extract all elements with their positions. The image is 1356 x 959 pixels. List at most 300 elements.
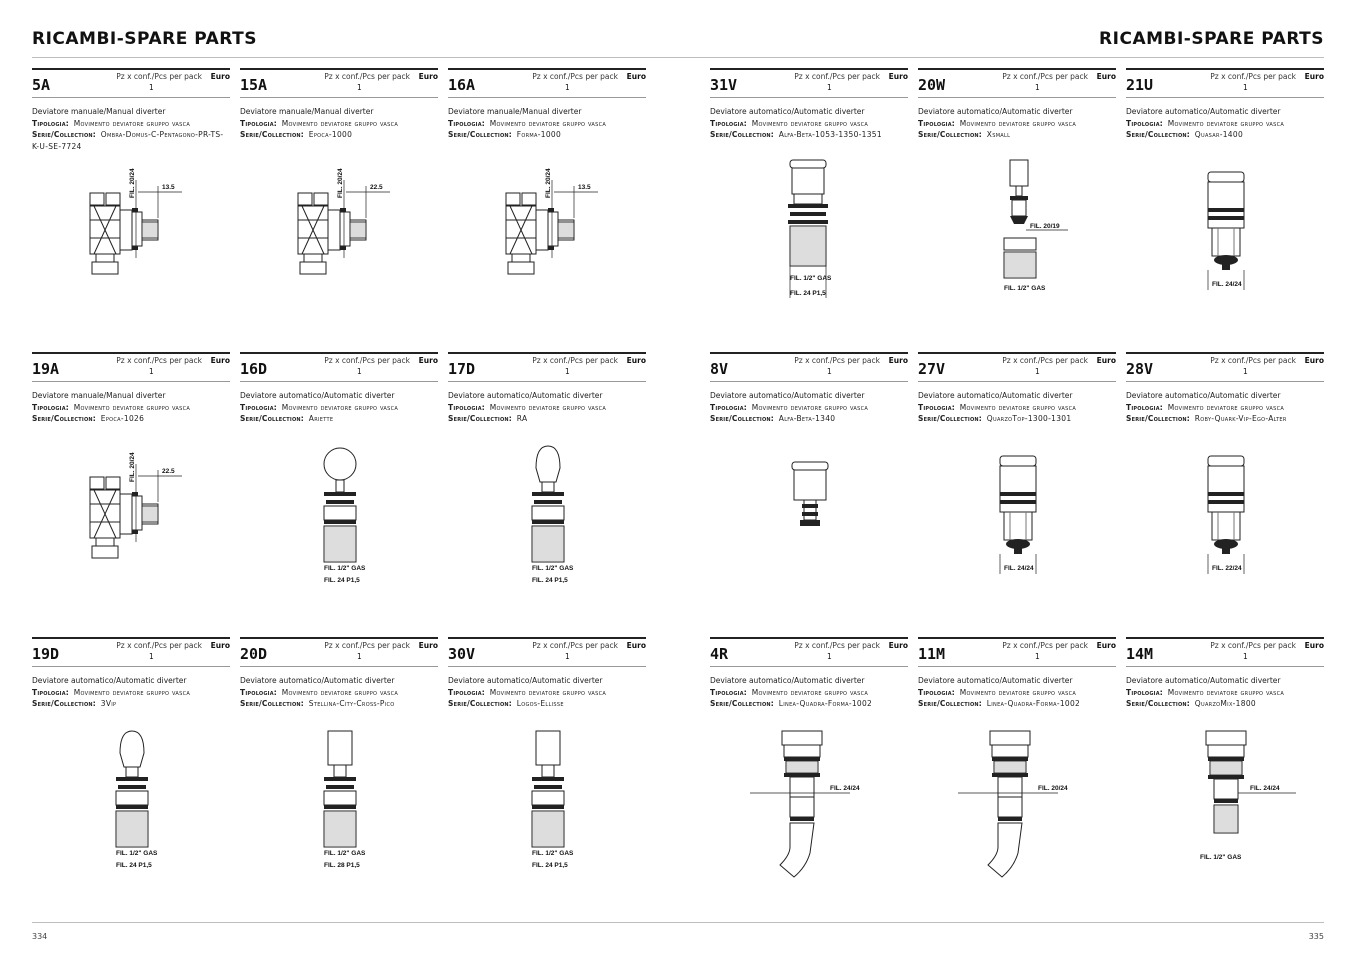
bulb-diverter-drawing: [32, 727, 230, 907]
serie-value: Forma-1000: [516, 130, 562, 139]
page-number-left: 334: [32, 932, 48, 941]
svg-text:FIL. 22/24: FIL. 22/24: [1212, 565, 1242, 572]
card-rule: [1126, 637, 1324, 639]
pcs-per-pack-label: Pz x conf./Pcs per pack: [324, 641, 410, 650]
serie-value: Logos-Ellisse: [516, 699, 564, 708]
serie-value: Xsmall: [986, 130, 1011, 139]
euro-label: Euro: [210, 72, 230, 81]
product-type: Deviatore automatico/Automatic diverter: [918, 391, 1073, 400]
product-type: Deviatore manuale/Manual diverter: [240, 107, 374, 116]
serie-label: Serie/Collection:: [240, 699, 304, 708]
card-rule: [32, 637, 230, 639]
pcs-per-pack-label: Pz x conf./Pcs per pack: [324, 72, 410, 81]
cartridge-diverter-drawing: [1126, 442, 1324, 622]
serie-label: Serie/Collection:: [32, 414, 96, 423]
euro-label: Euro: [626, 72, 646, 81]
product-code: 30V: [448, 645, 476, 663]
manual-diverter-drawing: [448, 158, 646, 338]
card-divider: [240, 381, 438, 382]
tipologia-label: Tipologia:: [448, 118, 485, 128]
product-type: Deviatore automatico/Automatic diverter: [1126, 676, 1281, 685]
euro-label: Euro: [888, 72, 908, 81]
manual-diverter-drawing: [32, 442, 230, 622]
product-description: [448, 390, 646, 425]
serie-value: Alfa-Beta-1340: [778, 414, 836, 423]
cartridge-diverter-drawing: [1126, 158, 1324, 338]
angled-diverter-drawing: [918, 727, 1116, 907]
tipologia-value: Movimento deviatore gruppo vasca: [751, 118, 869, 128]
tipologia-value: Movimento deviatore gruppo vasca: [959, 118, 1077, 128]
serie-value: Ariette: [308, 414, 334, 423]
euro-label: Euro: [1096, 356, 1116, 365]
card-rule: [448, 68, 646, 70]
card-rule: [32, 352, 230, 354]
product-type: Deviatore automatico/Automatic diverter: [918, 676, 1073, 685]
product-card: [32, 637, 230, 917]
serie-value: Epoca-1000: [308, 130, 353, 139]
product-card: [448, 352, 646, 632]
product-type: Deviatore automatico/Automatic diverter: [710, 391, 865, 400]
product-type: Deviatore automatico/Automatic diverter: [710, 676, 865, 685]
card-divider: [1126, 666, 1324, 667]
tipologia-label: Tipologia:: [240, 687, 277, 697]
product-code: 31V: [710, 76, 738, 94]
euro-label: Euro: [418, 72, 438, 81]
tipologia-value: Movimento deviatore gruppo vasca: [281, 402, 399, 412]
card-divider: [32, 381, 230, 382]
product-code: 16A: [448, 76, 476, 94]
card-rule: [1126, 68, 1324, 70]
card-rule: [448, 637, 646, 639]
tipologia-value: Movimento deviatore gruppo vasca: [73, 118, 191, 128]
pcs-per-pack-label: Pz x conf./Pcs per pack: [116, 72, 202, 81]
card-rule: [240, 352, 438, 354]
product-card: [448, 637, 646, 917]
angled-diverter-drawing: [710, 727, 908, 907]
product-description: [1126, 106, 1324, 141]
stem-diverter-drawing: [918, 158, 1116, 338]
serie-value: Linea-Quadra-Forma-1002: [986, 699, 1081, 708]
tipologia-value: Movimento deviatore gruppo vasca: [73, 687, 191, 697]
pcs-per-pack-label: Pz x conf./Pcs per pack: [1002, 641, 1088, 650]
serie-value: Ombra-Domus-C-Pentagono-PR-TS-K-U-SE-7724: [32, 130, 224, 151]
manual-diverter-drawing: [448, 158, 646, 338]
svg-text:FIL. 1/2" GAS: FIL. 1/2" GAS: [532, 565, 574, 572]
serie-label: Serie/Collection:: [32, 699, 96, 708]
serie-label: Serie/Collection:: [918, 699, 982, 708]
product-description: [32, 106, 230, 152]
svg-text:FIL. 24 P1,5: FIL. 24 P1,5: [324, 577, 360, 584]
card-rule: [1126, 352, 1324, 354]
tipologia-value: Movimento deviatore gruppo vasca: [1167, 402, 1285, 412]
card-rule: [918, 68, 1116, 70]
card-divider: [710, 97, 908, 98]
manual-diverter-drawing: [240, 158, 438, 338]
product-code: 20D: [240, 645, 268, 663]
card-divider: [918, 97, 1116, 98]
serie-label: Serie/Collection:: [710, 699, 774, 708]
euro-label: Euro: [210, 641, 230, 650]
footer-rule: [32, 922, 1324, 923]
bulb-diverter-drawing: [448, 442, 646, 622]
product-card: [32, 352, 230, 632]
product-description: [448, 675, 646, 710]
product-type: Deviatore automatico/Automatic diverter: [448, 676, 603, 685]
product-code: 19D: [32, 645, 60, 663]
tipologia-label: Tipologia:: [710, 402, 747, 412]
svg-text:FIL. 28 P1,5: FIL. 28 P1,5: [324, 862, 360, 869]
tipologia-label: Tipologia:: [1126, 687, 1163, 697]
card-divider: [32, 666, 230, 667]
svg-text:FIL. 24/24: FIL. 24/24: [1250, 785, 1280, 792]
tipologia-value: Movimento deviatore gruppo vasca: [489, 402, 607, 412]
bulb-diverter-drawing: [32, 727, 230, 907]
product-code: 17D: [448, 360, 476, 378]
card-divider: [448, 666, 646, 667]
cartridge-diverter-drawing: [1126, 158, 1324, 338]
rod-diverter-drawing: [448, 727, 646, 907]
svg-text:FIL. 24 P1,5: FIL. 24 P1,5: [532, 862, 568, 869]
product-card: [1126, 68, 1324, 348]
manual-diverter-drawing: [240, 158, 438, 338]
product-type: Deviatore automatico/Automatic diverter: [32, 676, 187, 685]
serie-value: QuarzoTop-1300-1301: [986, 414, 1072, 423]
svg-text:FIL. 1/2" GAS: FIL. 1/2" GAS: [116, 850, 158, 857]
product-card: [1126, 637, 1324, 917]
product-code: 27V: [918, 360, 946, 378]
pcs-per-pack-value: 1: [1035, 367, 1040, 376]
stem-diverter-drawing: [918, 158, 1116, 338]
product-code: 5A: [32, 76, 51, 94]
svg-text:FIL. 20/24: FIL. 20/24: [129, 168, 136, 198]
page-title-left: RICAMBI-SPARE PARTS: [32, 29, 257, 49]
product-description: [1126, 390, 1324, 425]
tipologia-label: Tipologia:: [448, 402, 485, 412]
tipologia-value: Movimento deviatore gruppo vasca: [1167, 687, 1285, 697]
bulb-diverter-drawing: [448, 442, 646, 622]
euro-label: Euro: [888, 356, 908, 365]
pcs-per-pack-label: Pz x conf./Pcs per pack: [116, 356, 202, 365]
serie-value: Alfa-Beta-1053-1350-1351: [778, 130, 882, 139]
product-code: 8V: [710, 360, 729, 378]
card-rule: [240, 68, 438, 70]
euro-label: Euro: [1304, 641, 1324, 650]
product-type: Deviatore automatico/Automatic diverter: [918, 107, 1073, 116]
tipologia-label: Tipologia:: [448, 687, 485, 697]
ball-diverter-drawing: [240, 442, 438, 622]
serie-label: Serie/Collection:: [1126, 414, 1190, 423]
pcs-per-pack-value: 1: [1243, 83, 1248, 92]
pcs-per-pack-value: 1: [1035, 652, 1040, 661]
product-description: [710, 675, 908, 710]
tipologia-label: Tipologia:: [918, 118, 955, 128]
card-rule: [710, 68, 908, 70]
svg-text:FIL. 20/24: FIL. 20/24: [545, 168, 552, 198]
product-card: [240, 637, 438, 917]
product-card: [32, 68, 230, 348]
euro-label: Euro: [418, 641, 438, 650]
serie-value: Roby-Quark-Vip-Ego-Alter: [1194, 414, 1287, 423]
euro-label: Euro: [626, 356, 646, 365]
tipologia-label: Tipologia:: [1126, 118, 1163, 128]
pcs-per-pack-label: Pz x conf./Pcs per pack: [1210, 72, 1296, 81]
cap-diverter-drawing: [710, 158, 908, 338]
short-cap-diverter-drawing: [710, 442, 908, 622]
cartridge-diverter-drawing: [1126, 442, 1324, 622]
card-rule: [32, 68, 230, 70]
serie-value: Epoca-1026: [100, 414, 145, 423]
serie-value: 3Vip: [100, 699, 117, 708]
product-description: [240, 106, 438, 141]
pcs-per-pack-value: 1: [1035, 83, 1040, 92]
serie-label: Serie/Collection:: [32, 130, 96, 139]
svg-text:22.5: 22.5: [162, 468, 175, 475]
ball-diverter-drawing: [240, 442, 438, 622]
svg-text:FIL. 20/24: FIL. 20/24: [129, 452, 136, 482]
tipologia-value: Movimento deviatore gruppo vasca: [959, 687, 1077, 697]
serie-value: QuarzoMix-1800: [1194, 699, 1256, 708]
tipologia-label: Tipologia:: [32, 118, 69, 128]
product-card: [918, 637, 1116, 917]
tipologia-label: Tipologia:: [240, 402, 277, 412]
tipologia-label: Tipologia:: [240, 118, 277, 128]
serie-value: Quasar-1400: [1194, 130, 1244, 139]
serie-label: Serie/Collection:: [1126, 699, 1190, 708]
pcs-per-pack-label: Pz x conf./Pcs per pack: [116, 641, 202, 650]
card-rule: [710, 637, 908, 639]
serie-label: Serie/Collection:: [710, 130, 774, 139]
tipologia-label: Tipologia:: [918, 687, 955, 697]
straight-diverter-drawing: [1126, 727, 1324, 907]
pcs-per-pack-label: Pz x conf./Pcs per pack: [794, 72, 880, 81]
tipologia-value: Movimento deviatore gruppo vasca: [751, 687, 869, 697]
tipologia-value: Movimento deviatore gruppo vasca: [281, 118, 399, 128]
svg-text:FIL. 24 P1,5: FIL. 24 P1,5: [116, 862, 152, 869]
tipologia-label: Tipologia:: [918, 402, 955, 412]
product-code: 28V: [1126, 360, 1154, 378]
product-description: [918, 675, 1116, 710]
product-code: 19A: [32, 360, 60, 378]
serie-label: Serie/Collection:: [918, 414, 982, 423]
svg-text:FIL. 20/19: FIL. 20/19: [1030, 223, 1060, 230]
product-type: Deviatore automatico/Automatic diverter: [1126, 391, 1281, 400]
card-divider: [448, 97, 646, 98]
product-card: [710, 352, 908, 632]
short-cap-diverter-drawing: [710, 442, 908, 622]
euro-label: Euro: [1304, 72, 1324, 81]
card-divider: [1126, 97, 1324, 98]
tipologia-label: Tipologia:: [32, 402, 69, 412]
card-divider: [240, 97, 438, 98]
rod-diverter-drawing: [240, 727, 438, 907]
product-code: 21U: [1126, 76, 1154, 94]
manual-diverter-drawing: [32, 442, 230, 622]
tipologia-label: Tipologia:: [1126, 402, 1163, 412]
pcs-per-pack-value: 1: [827, 652, 832, 661]
pcs-per-pack-value: 1: [827, 367, 832, 376]
rod-diverter-drawing: [448, 727, 646, 907]
pcs-per-pack-value: 1: [565, 652, 570, 661]
product-description: [710, 106, 908, 141]
pcs-per-pack-label: Pz x conf./Pcs per pack: [1210, 356, 1296, 365]
serie-value: Linea-Quadra-Forma-1002: [778, 699, 873, 708]
product-description: [32, 675, 230, 710]
product-description: [240, 675, 438, 710]
tipologia-value: Movimento deviatore gruppo vasca: [73, 402, 191, 412]
manual-diverter-drawing: [32, 158, 230, 338]
pcs-per-pack-label: Pz x conf./Pcs per pack: [1002, 72, 1088, 81]
card-divider: [1126, 381, 1324, 382]
euro-label: Euro: [1304, 356, 1324, 365]
product-code: 11M: [918, 645, 946, 663]
pcs-per-pack-label: Pz x conf./Pcs per pack: [532, 641, 618, 650]
tipologia-value: Movimento deviatore gruppo vasca: [489, 687, 607, 697]
manual-diverter-drawing: [32, 158, 230, 338]
pcs-per-pack-value: 1: [149, 367, 154, 376]
svg-text:FIL. 20/24: FIL. 20/24: [1038, 785, 1068, 792]
pcs-per-pack-value: 1: [1243, 652, 1248, 661]
svg-text:FIL. 1/2" GAS: FIL. 1/2" GAS: [324, 565, 366, 572]
svg-text:FIL. 1/2" GAS: FIL. 1/2" GAS: [532, 850, 574, 857]
tipologia-value: Movimento deviatore gruppo vasca: [959, 402, 1077, 412]
card-divider: [32, 97, 230, 98]
svg-text:FIL. 1/2" GAS: FIL. 1/2" GAS: [1200, 854, 1242, 861]
pcs-per-pack-value: 1: [565, 367, 570, 376]
tipologia-value: Movimento deviatore gruppo vasca: [281, 687, 399, 697]
euro-label: Euro: [418, 356, 438, 365]
tipologia-label: Tipologia:: [32, 687, 69, 697]
svg-text:13.5: 13.5: [578, 184, 591, 191]
product-type: Deviatore manuale/Manual diverter: [32, 391, 166, 400]
svg-text:FIL. 24/24: FIL. 24/24: [1212, 281, 1242, 288]
serie-label: Serie/Collection:: [240, 414, 304, 423]
card-rule: [240, 637, 438, 639]
pcs-per-pack-value: 1: [565, 83, 570, 92]
cartridge-diverter-drawing: [918, 442, 1116, 622]
product-card: [1126, 352, 1324, 632]
pcs-per-pack-label: Pz x conf./Pcs per pack: [794, 641, 880, 650]
pcs-per-pack-label: Pz x conf./Pcs per pack: [1210, 641, 1296, 650]
svg-text:22.5: 22.5: [370, 184, 383, 191]
straight-diverter-drawing: [1126, 727, 1324, 907]
serie-label: Serie/Collection:: [240, 130, 304, 139]
serie-label: Serie/Collection:: [710, 414, 774, 423]
card-divider: [448, 381, 646, 382]
svg-text:FIL. 24/24: FIL. 24/24: [830, 785, 860, 792]
pcs-per-pack-label: Pz x conf./Pcs per pack: [324, 356, 410, 365]
product-code: 20W: [918, 76, 946, 94]
pcs-per-pack-label: Pz x conf./Pcs per pack: [1002, 356, 1088, 365]
card-divider: [918, 381, 1116, 382]
product-description: [710, 390, 908, 425]
serie-label: Serie/Collection:: [448, 699, 512, 708]
svg-text:FIL. 24/24: FIL. 24/24: [1004, 565, 1034, 572]
tipologia-value: Movimento deviatore gruppo vasca: [751, 402, 869, 412]
tipologia-value: Movimento deviatore gruppo vasca: [489, 118, 607, 128]
pcs-per-pack-label: Pz x conf./Pcs per pack: [794, 356, 880, 365]
card-rule: [710, 352, 908, 354]
euro-label: Euro: [210, 356, 230, 365]
product-description: [32, 390, 230, 425]
product-type: Deviatore automatico/Automatic diverter: [240, 676, 395, 685]
header-rule: [32, 57, 1324, 58]
pcs-per-pack-label: Pz x conf./Pcs per pack: [532, 356, 618, 365]
product-card: [918, 352, 1116, 632]
product-card: [240, 352, 438, 632]
svg-text:FIL. 1/2" GAS: FIL. 1/2" GAS: [790, 275, 832, 282]
tipologia-value: Movimento deviatore gruppo vasca: [1167, 118, 1285, 128]
product-description: [1126, 675, 1324, 710]
product-type: Deviatore automatico/Automatic diverter: [1126, 107, 1281, 116]
product-card: [710, 68, 908, 348]
svg-text:FIL. 1/2" GAS: FIL. 1/2" GAS: [324, 850, 366, 857]
euro-label: Euro: [888, 641, 908, 650]
svg-text:FIL. 1/2" GAS: FIL. 1/2" GAS: [1004, 285, 1046, 292]
product-type: Deviatore automatico/Automatic diverter: [240, 391, 395, 400]
serie-label: Serie/Collection:: [918, 130, 982, 139]
product-code: 14M: [1126, 645, 1154, 663]
serie-value: Stellina-City-Cross-Pico: [308, 699, 395, 708]
card-divider: [710, 381, 908, 382]
card-divider: [918, 666, 1116, 667]
svg-text:FIL. 24 P1,5: FIL. 24 P1,5: [790, 290, 826, 297]
euro-label: Euro: [1096, 72, 1116, 81]
product-description: [918, 106, 1116, 141]
tipologia-label: Tipologia:: [710, 118, 747, 128]
pcs-per-pack-value: 1: [357, 83, 362, 92]
euro-label: Euro: [626, 641, 646, 650]
product-code: 15A: [240, 76, 268, 94]
product-code: 4R: [710, 645, 729, 663]
serie-label: Serie/Collection:: [1126, 130, 1190, 139]
tipologia-label: Tipologia:: [710, 687, 747, 697]
serie-label: Serie/Collection:: [448, 414, 512, 423]
product-description: [240, 390, 438, 425]
pcs-per-pack-value: 1: [149, 83, 154, 92]
page-title-right: RICAMBI-SPARE PARTS: [1099, 29, 1324, 49]
serie-label: Serie/Collection:: [448, 130, 512, 139]
pcs-per-pack-value: 1: [1243, 367, 1248, 376]
pcs-per-pack-value: 1: [357, 652, 362, 661]
pcs-per-pack-value: 1: [357, 367, 362, 376]
product-card: [918, 68, 1116, 348]
product-type: Deviatore manuale/Manual diverter: [32, 107, 166, 116]
product-card: [240, 68, 438, 348]
card-divider: [240, 666, 438, 667]
product-description: [448, 106, 646, 141]
angled-diverter-drawing: [710, 727, 908, 907]
svg-text:13.5: 13.5: [162, 184, 175, 191]
svg-text:FIL. 20/24: FIL. 20/24: [337, 168, 344, 198]
product-code: 16D: [240, 360, 268, 378]
product-card: [710, 637, 908, 917]
product-card: [448, 68, 646, 348]
card-rule: [918, 352, 1116, 354]
card-rule: [918, 637, 1116, 639]
product-type: Deviatore automatico/Automatic diverter: [448, 391, 603, 400]
page-number-right: 335: [1308, 932, 1324, 941]
pcs-per-pack-value: 1: [149, 652, 154, 661]
serie-value: RA: [516, 414, 528, 423]
cap-diverter-drawing: [710, 158, 908, 338]
svg-text:FIL. 24 P1,5: FIL. 24 P1,5: [532, 577, 568, 584]
product-type: Deviatore manuale/Manual diverter: [448, 107, 582, 116]
pcs-per-pack-value: 1: [827, 83, 832, 92]
card-rule: [448, 352, 646, 354]
product-description: [918, 390, 1116, 425]
rod-diverter-drawing: [240, 727, 438, 907]
angled-diverter-drawing: [918, 727, 1116, 907]
